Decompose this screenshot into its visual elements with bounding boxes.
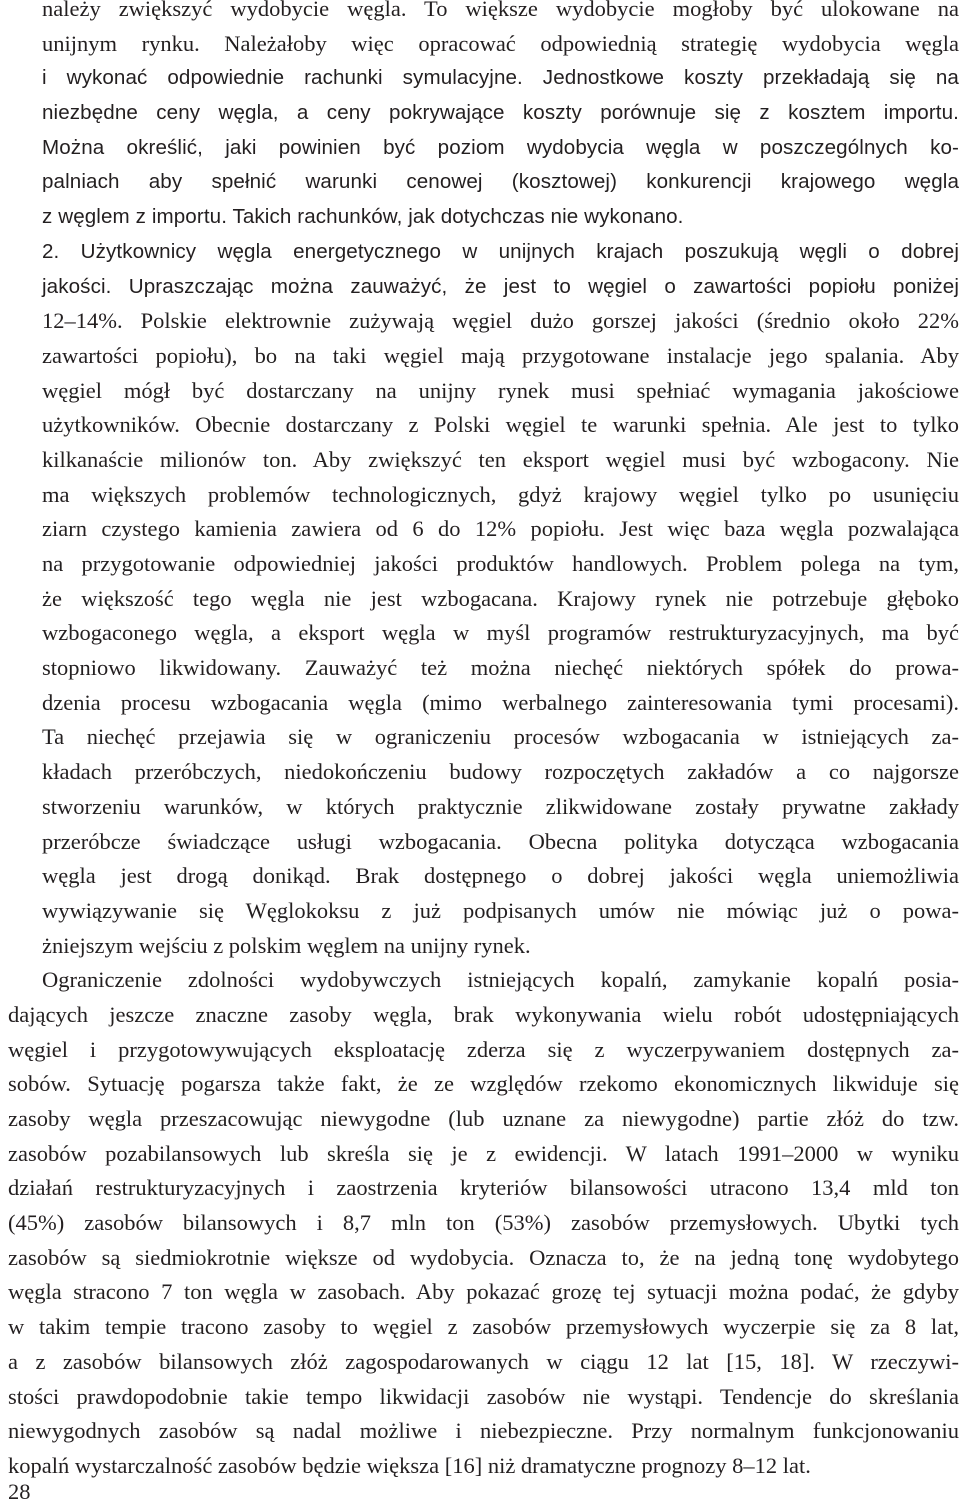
page-number: 28	[8, 1479, 31, 1504]
text-line: zasobów są siedmiokrotnie większe od wydobycia. Oznacza to, że na jedną tonę wydobytego	[8, 1244, 959, 1270]
text-line: palniach aby spełnić warunki cenowej (kosztowej) konkurencji krajowego węgla	[42, 170, 959, 194]
document-page	[8, 0, 959, 1484]
text-line: stworzeniu warunków, w których praktycznie zlikwidowane zostały prywatne zakłady	[42, 793, 959, 819]
body-paragraph	[8, 963, 959, 1483]
text-line: dających jeszcze znaczne zasoby węgla, brak wykonywania wielu robót udostępniających	[8, 1001, 959, 1027]
text-line: Ograniczenie zdolności wydobywczych istniejących kopalń, zamykanie kopalń posia-	[42, 967, 959, 993]
text-line: Ta niechęć przejawia się w ograniczeniu procesów wzbogacania w istniejących za-	[42, 724, 959, 750]
text-line: stopniowo likwidowany. Zauważyć też można niechęć niektórych spółek do prowa-	[42, 655, 959, 681]
text-line: zasobów pozabilansowych lub skreśla się je z ewidencji. W latach 1991–2000 w wyniku	[8, 1140, 959, 1166]
text-line: ma większych problemów technologicznych, gdyż krajowy węgiel tylko po usunięciu	[42, 481, 959, 507]
text-line: węgiel mógł być dostarczany na unijny rynek musi spełniać wymagania jakościowe	[42, 377, 959, 403]
text-line: kładach przeróbczych, niedokończeniu budowy rozpoczętych zakładów a co najgorsze	[42, 759, 959, 785]
text-line: że większość tego węgla nie jest wzbogacana. Krajowy rynek nie potrzebuje głęboko	[42, 585, 959, 611]
text-line: (45%) zasobów bilansowych i 8,7 mln ton (53%) zasobów przemysłowych. Ubytki tych	[8, 1210, 959, 1236]
text-line: w takim tempie tracono zasoby to węgiel z zasobów przemysłowych wyczerpie się za 8 lat,	[8, 1314, 959, 1340]
text-line: zasoby węgla przeszacowując niewygodne (lub uznane za niewygodne) partie złóż do tzw.	[8, 1106, 959, 1131]
text-line: ziarn czystego kamienia zawiera od 6 do 12% popiołu. Jest więc baza węgla pozwalająca	[42, 516, 959, 542]
text-line: działań restrukturyzacyjnych i zaostrzenia kryteriów bilansowości utracono 13,4 mld ton	[8, 1175, 959, 1201]
text-line: i wykonać odpowiednie rachunki symulacyjne. Jednostkowe koszty przekładają się na	[42, 66, 959, 90]
text-line: wzbogaconego węgla, a eksport węgla w myśl programów restrukturyzacyjnych, ma być	[42, 620, 959, 646]
text-line: Można określić, jaki powinien być poziom wydobycia węgla w poszczególnych ko-	[42, 135, 959, 159]
text-line: wywiązywanie się Węglokoksu z już podpisanych umów nie mówiąc już o powa-	[42, 897, 959, 923]
text-line: węgiel i przygotowywujących eksploatację zderza się z wyczerpywaniem dostępnych za-	[8, 1036, 959, 1062]
text-line: węgla stracono 7 ton węgla w zasobach. Aby pokazać grozę tej sytuacji można podać, że gdyby	[8, 1279, 959, 1305]
text-line: kilkanaście milionów ton. Aby zwiększyć ten eksport węgiel musi być wzbogacony. Nie	[42, 446, 959, 472]
text-line: zawartości popiołu), bo na taki węgiel mają przygotowane instalacje jego spalania. Aby	[42, 342, 959, 368]
text-line: przeróbcze świadczące usługi wzbogacania. Obecna polityka dotycząca wzbogacania	[42, 828, 959, 854]
text-line: niewygodnych zasobów są nadal możliwe i niebezpieczne. Przy normalnym funkcjonowaniu	[8, 1418, 959, 1444]
text-line: dzenia procesu wzbogacania węgla (mimo werbalnego zainteresowania tymi procesami).	[42, 689, 959, 715]
text-line: na przygotowanie odpowiedniej jakości produktów handlowych. Problem polega na tym,	[42, 551, 959, 576]
text-line: sobów. Sytuację pogarsza także fakt, że ze względów rzekomo ekonomicznych likwiduje się	[8, 1071, 959, 1097]
text-line: unijnym rynku. Należałoby więc opracować odpowiednią strategię wydobycia węgla	[42, 30, 959, 56]
text-line: jakości. Upraszczając można zauważyć, że jest to węgiel o zawartości popiołu poniżej	[42, 274, 959, 298]
text-line: z węglem z importu. Takich rachunków, jak dotychczas nie wykonano.	[42, 205, 684, 229]
text-line: kopalń wystarczalność zasobów będzie większa [16] niż dramatyczne prognozy 8–12 lat.	[8, 1452, 811, 1478]
text-line: użytkowników. Obecnie dostarczany z Polski węgiel te warunki spełnia. Ale jest to tylko	[42, 412, 959, 438]
text-line: a z zasobów bilansowych złóż zagospodarowanych w ciągu 12 lat [15, 18]. W rzeczywi-	[8, 1348, 959, 1374]
text-line: niezbędne ceny węgla, a ceny pokrywające koszty porównuje się z kosztem importu.	[42, 101, 959, 125]
text-line: 12–14%. Polskie elektrownie zużywają węgiel dużo gorszej jakości (średnio około 22%	[42, 308, 959, 334]
text-line: stości prawdopodobnie takie tempo likwidacji zasobów nie wystąpi. Tendencje do skreślania	[8, 1383, 959, 1409]
text-line: 2. Użytkownicy węgla energetycznego w unijnych krajach poszukują węgli o dobrej	[42, 239, 959, 263]
list-item-continuation	[8, 0, 959, 963]
text-line: należy zwiększyć wydobycie węgla. To większe wydobycie mogłoby być ulokowane na	[42, 0, 959, 21]
text-line: węgla jest drogą donikąd. Brak dostępnego o dobrej jakości węgla uniemożliwia	[42, 863, 959, 889]
text-line: żniejszym wejściu z polskim węglem na unijny rynek.	[42, 932, 531, 958]
